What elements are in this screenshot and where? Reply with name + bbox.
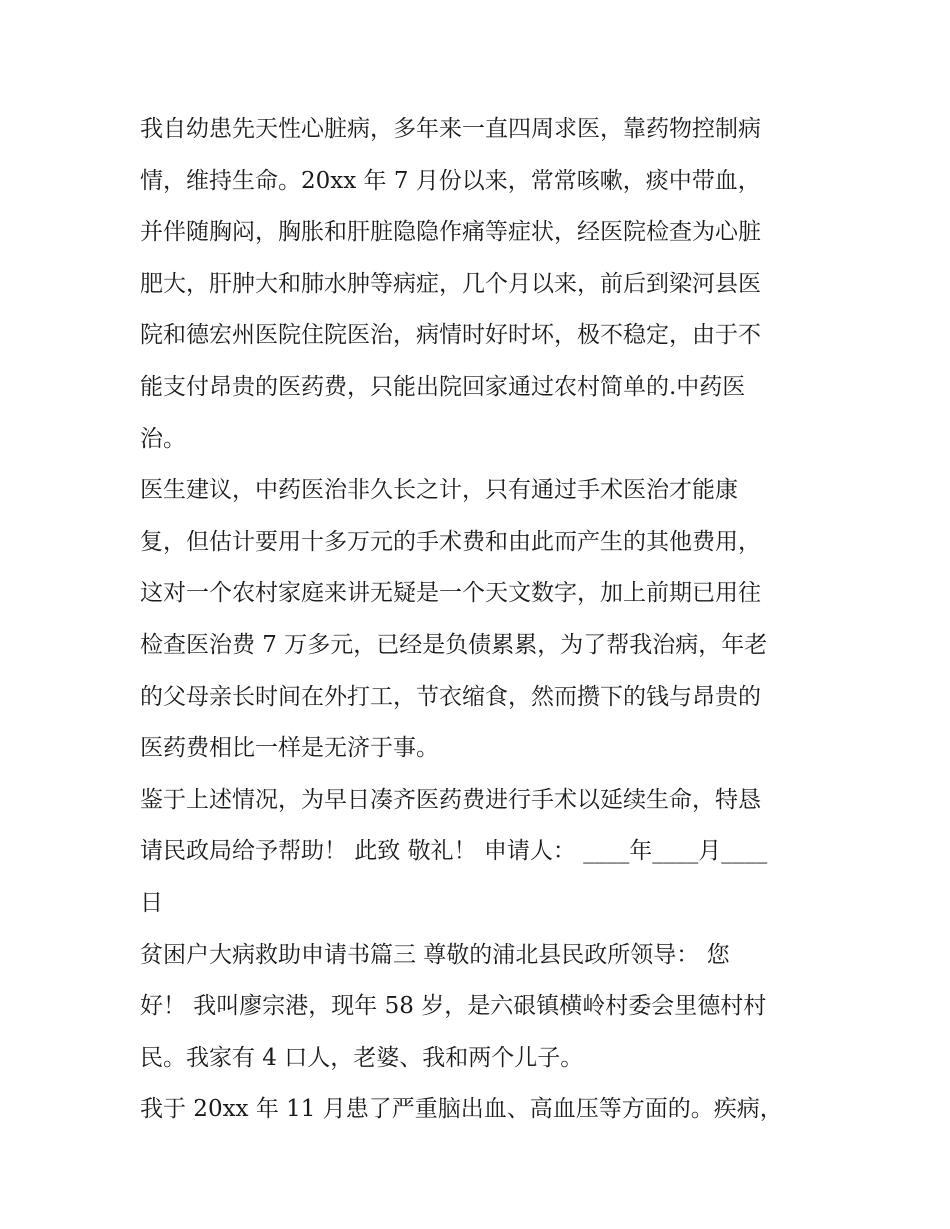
text-line-7: 治。 (140, 425, 186, 452)
text-line-17: 贫困户大病救助申请书篇三 尊敬的浦北县民政所领导： 您 (140, 941, 730, 968)
text-line-13: 医药费相比一样是无济于事。 (140, 735, 439, 762)
text-line-3: 并伴随胸闷，胸胀和肝脏隐隐作痛等症状，经医院检查为心脏 (140, 219, 761, 246)
text-line-4: 肥大，肝肿大和肺水肿等病症，几个月以来，前后到梁河县医 (140, 270, 761, 297)
text-line-8: 医生建议，中药医治非久长之计，只有通过手术医治才能康 (140, 477, 738, 504)
text-line-12: 的父母亲长时间在外打工，节衣缩食，然而攒下的钱与昂贵的 (140, 683, 761, 710)
text-line-9: 复，但估计要用十多万元的手术费和由此而产生的其他费用， (140, 528, 761, 555)
text-line-10: 这对一个农村家庭来讲无疑是一个天文数字，加上前期已用往 (140, 580, 761, 607)
document-body (140, 104, 820, 1136)
text-line-11: 检查医治费 7 万多元，已经是负债累累，为了帮我治病，年老 (140, 631, 768, 658)
text-line-20: 我于 20xx 年 11 月患了严重脑出血、高血压等方面的。疾病， (140, 1096, 783, 1123)
text-line-18: 好！ 我叫廖宗港，现年 58 岁，是六硍镇横岭村委会里德村村 (140, 993, 767, 1020)
text-line-15: 请民政局给予帮助！ 此致 敬礼！ 申请人： ____年____月____ (140, 838, 768, 865)
text-line-1: 我自幼患先天性心脏病，多年来一直四周求医，靠药物控制病 (140, 116, 761, 142)
text-line-19: 民。我家有 4 口人，老婆、我和两个儿子。 (140, 1044, 584, 1071)
text-line-14: 鉴于上述情况，为早日凑齐医药费进行手术以延续生命，特恳 (140, 786, 761, 813)
text-line-16: 日 (140, 889, 163, 916)
text-line-2: 情，维持生命。20xx 年 7 月份以来，常常咳嗽，痰中带血， (140, 167, 761, 194)
text-line-6: 能支付昂贵的医药费，只能出院回家通过农村简单的.中药医 (140, 373, 746, 400)
text-line-5: 院和德宏州医院住院医治，病情时好时坏，极不稳定，由于不 (140, 322, 761, 349)
